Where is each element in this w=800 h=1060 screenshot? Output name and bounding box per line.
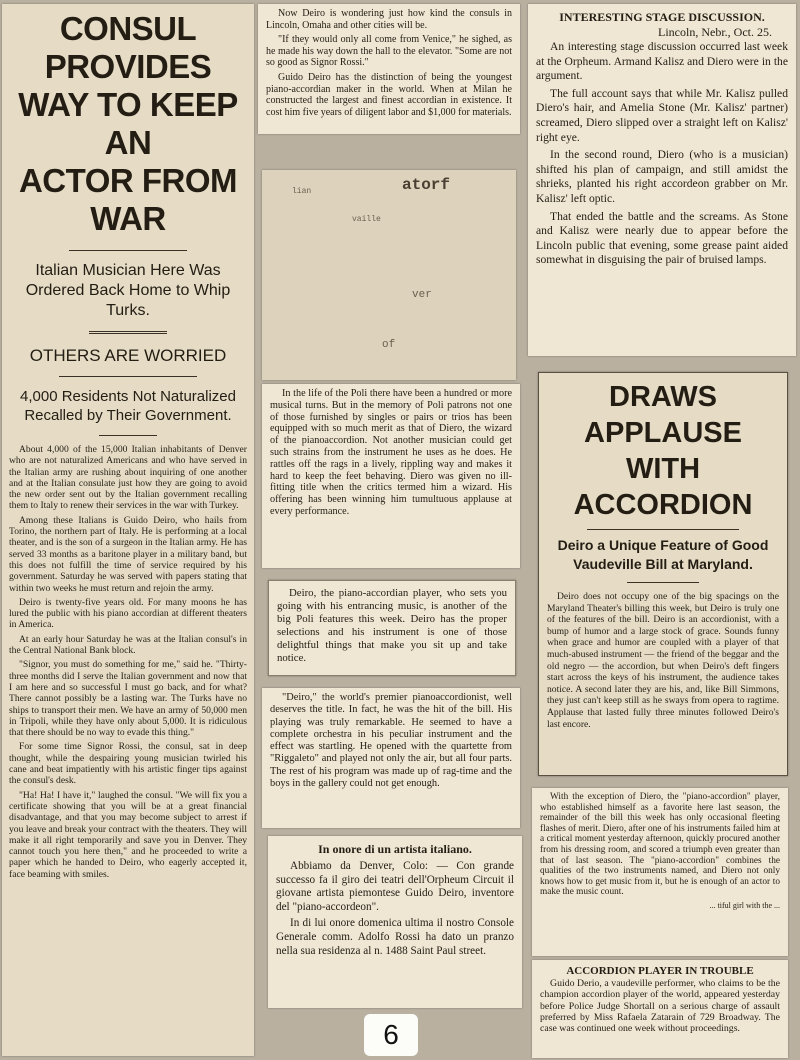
paragraph: Guido Deiro has the distinction of being the youngest piano-accordian maker in the world. When at Milan he constructed the largest and finest accordian in existence. It cost him five years of diligent labor and $1,000 for materials. xyxy=(266,71,512,118)
divider xyxy=(587,529,739,530)
deck-2: OTHERS ARE WORRIED xyxy=(29,346,227,365)
premier-clipping xyxy=(262,688,520,828)
draws-applause-clipping xyxy=(538,372,788,776)
headline-line-3: ACTOR FROM WAR xyxy=(18,162,238,237)
paragraph: "Ha! Ha! I have it," laughed the consul. "We will fix you a certificate showing that you will be at a great financial disadvantage, and that you may become subject to arrest if you leave and break your contract with the theaters. They will make it all right temporarily and save you in Denver. They cannot touch you here then," and he proceeded to write a paper which he handed to Deiro, who eagerly accepted it, face beaming with smiles. xyxy=(9,789,247,880)
paragraph: Among these Italians is Guido Deiro, who hails from Torino, the northern part of Italy. He is performing at a local theater, and is the son of a surgeon in the Italian army. He has served 33 months as a baritone player in a military band, but this does not fulfill the time of service required by his government. Saturday he was served with papers stating that within two weeks he must return and rejoin the army. xyxy=(9,514,247,594)
divider xyxy=(99,435,157,436)
stage-heading: INTERESTING STAGE DISCUSSION. xyxy=(559,10,765,24)
italian-heading: In onore di un artista italiano. xyxy=(318,842,472,856)
paragraph: Now Deiro is wondering just how kind the consuls in Lincoln, Omaha and other cities will be. xyxy=(266,8,512,31)
headline-line-2: WAY TO KEEP AN xyxy=(18,86,238,161)
divider xyxy=(627,582,699,583)
middle-top-clipping xyxy=(258,4,520,134)
article-body xyxy=(9,444,247,880)
paragraph: About 4,000 of the 15,000 Italian inhabitants of Denver who are not naturalized Americans and who have served in the Italian army are rushing about inquiring of one another and at the Italian consulate just how they are going to avoid the new order sent out by the Italian government recalling them to Italy to renew their services in the war with Turkey. xyxy=(9,444,247,512)
italian-clipping xyxy=(268,836,522,1008)
entrancing-clipping xyxy=(268,580,516,676)
paragraph: Guido Derio, a vaudeville performer, who claims to be the champion accordion player of the world, appeared yesterday before Police Judge Shortall on a serious charge of assault preferred by Miss Rafaela Zatarain of 729 Broadway. The case was continued one week without proceedings. xyxy=(540,978,780,1035)
paragraph: The full account says that while Mr. Kalisz pulled Diero's hair, and Amelia Stone (Mr. Kalisz' partner) screamed, Diero slipped over a straight left on Kalisz' right eye. xyxy=(536,86,788,144)
paragraph: Abbiamo da Denver, Colo: — Con grande successo fa il giro dei teatri dell'Orpheum Circuit il giovane artista piemontese Guido Deiro, inventore del "piano-accordeon". xyxy=(276,860,514,913)
accordion-trouble-clipping xyxy=(532,960,788,1058)
faded-fragment: of xyxy=(382,339,396,351)
paragraph: "If they would only all come from Venice," he sighed, as he made his way down the hall to the elevator. "Some are not so good as Signor Rossi." xyxy=(266,34,512,69)
faded-fragment: lian xyxy=(292,187,312,196)
paragraph: In the second round, Diero (who is a musician) shifted his plan of campaign, and still amidst the shrieks, planted his right accordeon grabber on Mr. Kalisz' left optic. xyxy=(536,148,788,205)
paragraph: For some time Signor Rossi, the consul, sat in deep thought, while the despairing young musician twirled his cane and beat impatiently with his artistic finger tips against the consul's desk. xyxy=(9,741,247,787)
left-article xyxy=(2,4,254,1056)
deck-1: Italian Musician Here Was Ordered Back Home to Whip Turks. xyxy=(25,262,231,319)
paragraph: Deiro is twenty-five years old. For many moons he has lured the public with his piano accordian at different theaters in America. xyxy=(9,596,247,631)
deck-3: 4,000 Residents Not Naturalized Recalled by Their Government. xyxy=(20,388,236,424)
paragraph: "Signor, you must do something for me," said he. "Thirty-three months did I serve the Italian government and now that I am here and so successful I must go back, and for what? There cannot possibly be a lasting war. The Turks have no ships to transport their men. We have an army of 50,000 men in Tripoli, while they have only about 5,000. It is ridiculous that there should be no way to evade this thing." xyxy=(9,659,247,739)
divider xyxy=(69,250,187,251)
faded-fragment: vaille xyxy=(352,215,381,224)
faded-fragment: atorf xyxy=(402,176,451,194)
headline-line-1: CONSUL PROVIDES xyxy=(44,10,212,85)
applause-headline-1: DRAWS APPLAUSE xyxy=(584,381,742,449)
paragraph: In di lui onore domenica ultima il nostro Console Generale comm. Adolfo Rossi ha dato un pranzo nella sua residenza al n. 1488 Saint Paul street. xyxy=(276,917,514,957)
poli-clipping xyxy=(262,384,520,568)
faded-fragment: ver xyxy=(412,289,432,301)
faded-clipping xyxy=(262,170,516,380)
paragraph: An interesting stage discussion occurred last week at the Orpheum. Armand Kalisz and Diero were in the argument. xyxy=(536,40,788,83)
fragment: ... tiful girl with the ... xyxy=(709,900,780,910)
applause-headline-2: WITH ACCORDION xyxy=(573,453,753,521)
paragraph: In the life of the Poli there have been a hundred or more musical turns. But in the memory of Poli patrons not one of those furnished by singles or pairs or trios has been equipped with so much merit as that of Diero, the wizard of the pianoaccordion. Not another musician could get such strains from the instrument he uses as he does. He rattles off the rags in a lively, rippling way and makes it hard to keep the feet behaving. Diero was given no ill-fitting title when the critics termed him a wizard. His offering has been winning him tumultuous applause at every performance. xyxy=(270,388,512,517)
dateline: Lincoln, Nebr., Oct. 25. xyxy=(658,25,772,39)
page-number: 6 xyxy=(364,1014,418,1056)
divider xyxy=(89,331,167,334)
paragraph: Deiro, the piano-accordian player, who sets you going with his entrancing music, is another of the big Poli features this week. Deiro has the proper selections and his instrument is one of those delightful things that make you sit up and take notice. xyxy=(277,587,507,664)
paragraph: With the exception of Diero, the "piano-accordion" player, who established himself as a favorite here last season, the remainder of the bill this week has only occasional fleeting flashes of merit. Diero, after one of his instruments failed him at a critical moment yesterday afternoon, quickly procured another from his dressing room, and scored a triumph even greater than that of last season. The "piano-accordion" combines the qualities of the two instruments named, and Diero not only knows how to get music from it, but he is enough of an actor to make the music count. xyxy=(540,792,780,898)
applause-deck: Deiro a Unique Feature of Good Vaudeville Bill at Maryland. xyxy=(557,537,769,572)
stage-discussion-clipping xyxy=(528,4,796,356)
exception-clipping xyxy=(532,788,788,956)
trouble-heading: ACCORDION PLAYER IN TROUBLE xyxy=(566,965,754,977)
paragraph: "Deiro," the world's premier pianoaccordionist, well deserves the title. In fact, he was the hit of the bill. His playing was truly remarkable. He seemed to have a complete orchestra in his peculiar instrument and the effect was startling. He opened with the quartette from "Riggaleto" and played not only the air, but all four parts. The rest of his program was made up of rag-time and the boys in the gallery could not get enough. xyxy=(270,692,512,790)
divider xyxy=(59,376,197,377)
paragraph: That ended the battle and the screams. As Stone and Kalisz were nearly due to appear before the Lincoln public that evening, some grease paint aided somewhat in disguising the pair of bruised lamps. xyxy=(536,209,788,267)
paragraph: At an early hour Saturday he was at the Italian consul's in the Central National Bank block. xyxy=(9,633,247,657)
paragraph: Deiro does not occupy one of the big spacings on the Maryland Theater's billing this week, but Deiro is truly one of the features of the bill. Deiro is an accordionist, with a bump of humor and a large stock of grace. Sounds funny when grace and humor are coupled with a player of that much-abused instrument — the friend of the beggar and the old negro — the accordion, but when Deiro's deft fingers start across the keys of his instrument, the audience takes notice. A second later they are his, and, like Bill Simmons, they just can't keep still as he sways from opera to ragtime. Applause that lasted fully three minutes followed Deiro's last encore. xyxy=(547,591,779,730)
